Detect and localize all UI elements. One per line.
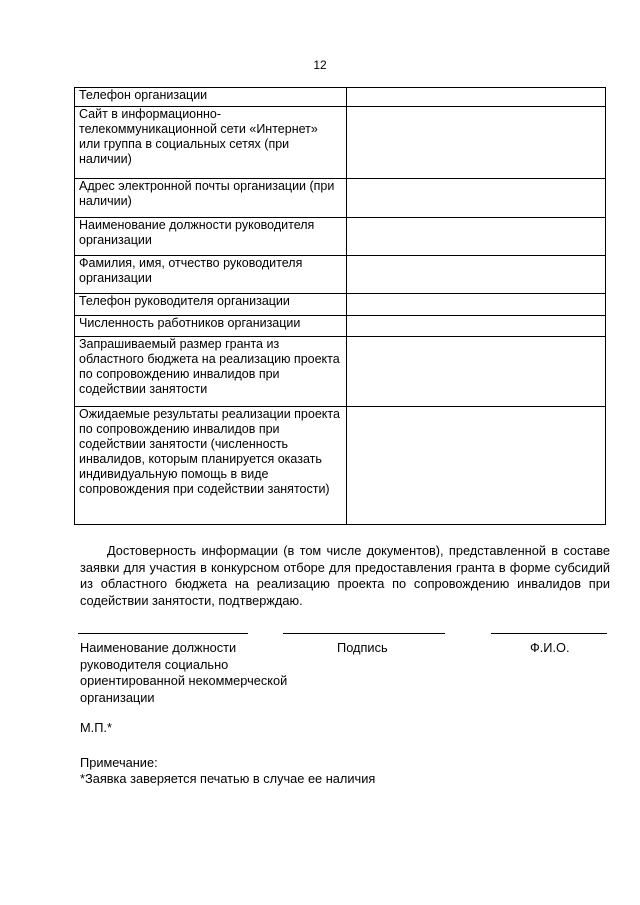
row-label: Телефон организации [75, 88, 347, 107]
signature-label: Подпись [337, 640, 388, 655]
table-row [75, 407, 606, 525]
name-signature-line[interactable] [491, 633, 607, 634]
row-label: Адрес электронной почты организации (при наличии) [75, 179, 347, 218]
row-value[interactable] [347, 218, 606, 256]
table-row [75, 316, 606, 337]
signature-line[interactable] [283, 633, 445, 634]
row-label: Фамилия, имя, отчество руководителя организации [75, 256, 347, 294]
row-value[interactable] [347, 107, 606, 179]
table-row [75, 218, 606, 256]
row-value[interactable] [347, 316, 606, 337]
row-value[interactable] [347, 337, 606, 407]
table-row [75, 88, 606, 107]
row-label: Телефон руководителя организации [75, 294, 347, 316]
position-signature-line[interactable] [78, 633, 248, 634]
note-title: Примечание: [80, 755, 158, 770]
page-number: 12 [313, 58, 327, 72]
table-row [75, 179, 606, 218]
row-value[interactable] [347, 88, 606, 107]
table-row [75, 107, 606, 179]
name-label: Ф.И.О. [530, 640, 570, 655]
table-row [75, 294, 606, 316]
position-label: Наименование должности руководителя социально ориентированной некоммерческой организации [80, 640, 288, 705]
row-value[interactable] [347, 407, 606, 525]
row-value[interactable] [347, 294, 606, 316]
note-text: *Заявка заверяется печатью в случае ее наличия [80, 771, 376, 786]
application-form-table [74, 87, 606, 525]
stamp-label: М.П.* [80, 720, 112, 735]
row-label: Запрашиваемый размер гранта из областного бюджета на реализацию проекта по сопровождению инвалидов при содействии занятости [75, 337, 347, 407]
row-value[interactable] [347, 256, 606, 294]
table-row [75, 337, 606, 407]
row-label: Ожидаемые результаты реализации проекта по сопровождению инвалидов при содействии занятости (численность инвалидов, которым планируется оказать индивидуальную помощь в виде сопровождения при содействии занятости) [75, 407, 347, 525]
row-label: Наименование должности руководителя организации [75, 218, 347, 256]
row-label: Численность работников организации [75, 316, 347, 337]
row-label: Сайт в информационно-телекоммуникационной сети «Интернет» или группа в социальных сетях (при наличии) [75, 107, 347, 179]
statement-paragraph: Достоверность информации (в том числе документов), представленной в составе заявки для участия в конкурсном отборе для предоставления гранта в форме субсидий из областного бюджета на реализацию проекта по сопровождению инвалидов при содействии занятости, подтверждаю. [80, 543, 610, 608]
table-row [75, 256, 606, 294]
row-value[interactable] [347, 179, 606, 218]
